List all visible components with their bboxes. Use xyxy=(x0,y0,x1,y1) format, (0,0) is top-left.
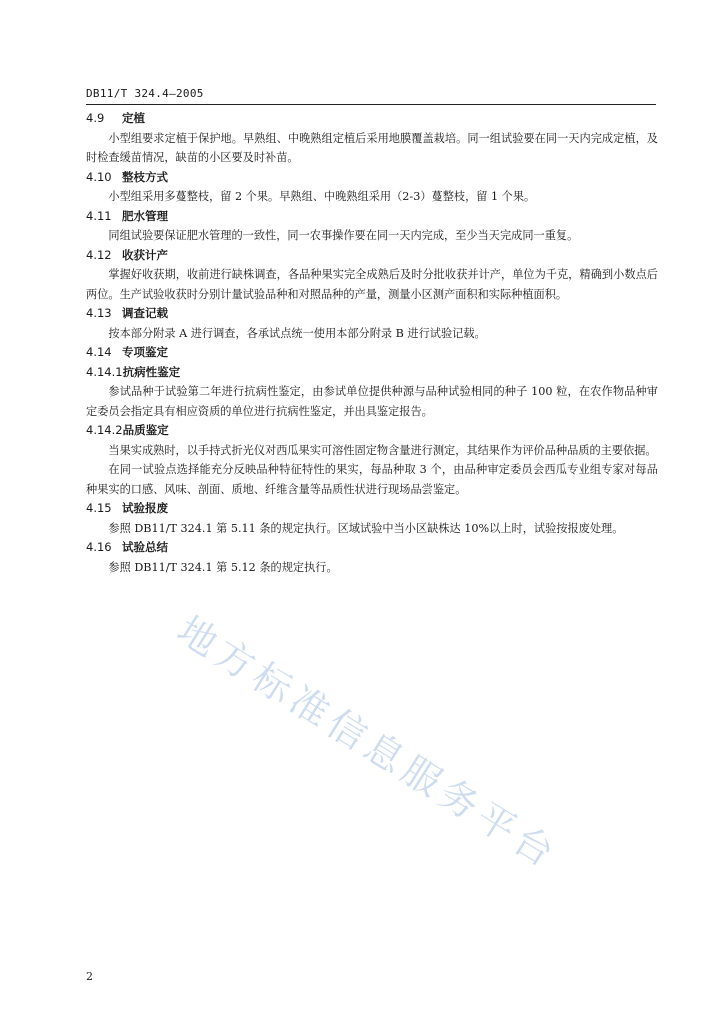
section-heading xyxy=(86,304,658,324)
section-title: 试验报废 xyxy=(122,501,168,515)
section-number: 4.14 xyxy=(86,345,112,359)
section-title: 试验总结 xyxy=(122,540,168,554)
section-paragraph: 小型组要求定植于保护地。早熟组、中晚熟组定植后采用地膜覆盖栽培。同一组试验要在同一天内完成定植，及时检查缓苗情况，缺苗的小区要及时补苗。 xyxy=(86,131,658,164)
section-heading xyxy=(86,499,658,519)
section-number: 4.14.2 xyxy=(86,423,123,437)
section-title: 整枝方式 xyxy=(122,169,168,184)
section-number: 4.11 xyxy=(86,208,112,223)
section-title: 肥水管理 xyxy=(122,208,168,223)
section-number: 4.12 xyxy=(86,247,112,262)
section-heading xyxy=(86,363,658,383)
section-heading xyxy=(86,421,658,441)
section-paragraph: 参照 DB11/T 324.1 第 5.12 条的规定执行。 xyxy=(108,560,338,574)
section-paragraph: 参照 DB11/T 324.1 第 5.11 条的规定执行。区域试验中当小区缺株达 10%以上时，试验按报废处理。 xyxy=(108,521,624,535)
header-rule xyxy=(86,104,656,105)
section-number: 4.15 xyxy=(86,501,112,515)
section-number: 4.16 xyxy=(86,540,112,554)
section-paragraph: 当果实成熟时，以手持式折光仪对西瓜果实可溶性固定物含量进行测定，其结果作为评价品种品质的主要依据。 xyxy=(108,443,657,457)
section-number: 4.10 xyxy=(86,169,112,184)
section-paragraph: 按本部分附录 A 进行调查，各承试点统一使用本部分附录 B 进行试验记载。 xyxy=(108,326,486,340)
section-paragraph: 参试品种于试验第二年进行抗病性鉴定，由参试单位提供种源与品种试验相同的种子 100 粒，在农作物品种审定委员会指定具有相应资质的单位进行抗病性鉴定，并出具鉴定报告。 xyxy=(86,385,658,418)
document-id: DB11/T 324.4—2005 xyxy=(86,87,204,100)
section-number: 4.14.1 xyxy=(86,364,123,379)
section-title: 品质鉴定 xyxy=(122,423,169,437)
section-heading xyxy=(86,109,658,129)
section-paragraph: 掌握好收获期，收前进行缺株调查，各品种果实完全成熟后及时分批收获并计产，单位为千克，精确到小数点后两位。生产试验收获时分别计量试验品种和对照品种的产量，测量小区测产面积和实际种植面积。 xyxy=(86,268,658,301)
section-heading xyxy=(86,168,658,188)
section-heading xyxy=(86,246,658,266)
section-paragraph: 同组试验要保证肥水管理的一致性，同一农事操作要在同一天内完成，至少当天完成同一重复。 xyxy=(108,229,579,242)
section-paragraph: 小型组采用多蔓整枝，留 2 个果。早熟组、中晚熟组采用（2-3）蔓整枝，留 1 个果。 xyxy=(108,190,536,203)
section-title: 抗病性鉴定 xyxy=(122,364,181,379)
watermark: 地方标准信息服务平台 xyxy=(169,607,567,879)
section-heading xyxy=(86,207,658,227)
section-title: 定植 xyxy=(122,111,145,125)
section-title: 专项鉴定 xyxy=(122,345,168,359)
section-title: 收获计产 xyxy=(122,247,168,262)
section-heading xyxy=(86,538,658,558)
section-number: 4.9 xyxy=(86,111,105,125)
section-paragraph: 在同一试验点选择能充分反映品种特征特性的果实，每品种取 3 个，由品种审定委员会西瓜专业组专家对每品种果实的口感、风味、剖面、质地、纤维含量等品质性状进行现场品尝鉴定。 xyxy=(86,463,658,496)
section-title: 调查记载 xyxy=(122,306,168,320)
page-number: 2 xyxy=(86,970,93,983)
section-heading xyxy=(86,343,658,363)
section-number: 4.13 xyxy=(86,306,112,320)
document-body xyxy=(86,109,658,577)
